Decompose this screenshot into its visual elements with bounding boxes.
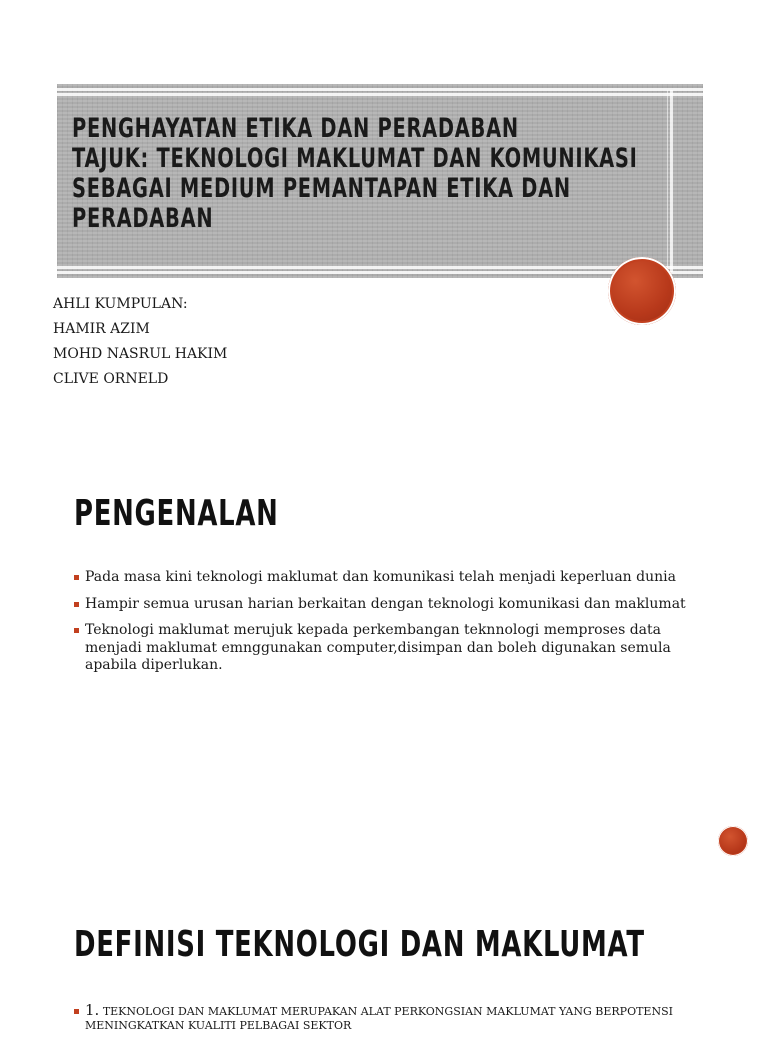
banner-stripe [57, 93, 703, 96]
members-heading: AHLI KUMPULAN: [53, 296, 188, 312]
banner-divider [670, 90, 673, 272]
bullet-item [74, 569, 714, 587]
slide-title [72, 113, 638, 234]
member-name: MOHD NASRUL HAKIM [53, 346, 228, 362]
banner-divider [667, 90, 668, 272]
bullet-list [74, 1003, 714, 1042]
introduction-slide [0, 455, 768, 875]
square-bullet-icon [74, 628, 79, 633]
definition-slide [0, 890, 768, 1032]
banner-stripe [57, 271, 703, 274]
square-bullet-icon [74, 602, 79, 607]
decorative-circle [608, 257, 676, 325]
bullet-item [74, 622, 714, 675]
bullet-text: Teknologi maklumat merujuk kepada perkembangan teknnologi memproses data menjadi maklumat emnggunakan computer,disimpan dan boleh digunakan semula apabila diperlukan. [85, 622, 671, 673]
member-name: HAMIR AZIM [53, 321, 150, 337]
square-bullet-icon [74, 1009, 79, 1014]
group-members [53, 292, 227, 392]
title-line: SEBAGAI MEDIUM PEMANTAPAN ETIKA DAN [72, 173, 571, 204]
bullet-item [74, 596, 714, 614]
bullet-text: TEKNOLOGI DAN MAKLUMAT MERUPAKAN ALAT PERKONGSIAN MAKLUMAT YANG BERPOTENSI MENINGKATKAN KUALITI PELBAGAI SEKTOR [85, 1005, 673, 1032]
bullet-text: Pada masa kini teknologi maklumat dan komunikasi telah menjadi keperluan dunia [85, 569, 676, 585]
bullet-item [74, 1003, 714, 1033]
bullet-text: Hampir semua urusan harian berkaitan dengan teknologi komunikasi dan maklumat [85, 595, 686, 612]
slide-heading: DEFINISI TEKNOLOGI DAN MAKLUMAT [74, 924, 645, 965]
banner-stripe [57, 88, 703, 91]
slide-heading: PENGENALAN [74, 493, 279, 534]
bullet-list [74, 569, 714, 684]
decorative-circle [718, 826, 748, 856]
title-line: PENGHAYATAN ETIKA DAN PERADABAN [72, 113, 519, 144]
title-line: TAJUK: TEKNOLOGI MAKLUMAT DAN KOMUNIKASI [72, 143, 638, 174]
title-slide [0, 0, 768, 430]
square-bullet-icon [74, 575, 79, 580]
title-line: PERADABAN [72, 203, 214, 234]
bullet-number: 1. [85, 1001, 100, 1019]
banner-stripe [57, 266, 703, 269]
member-name: CLIVE ORNELD [53, 371, 169, 387]
title-banner [57, 84, 703, 278]
